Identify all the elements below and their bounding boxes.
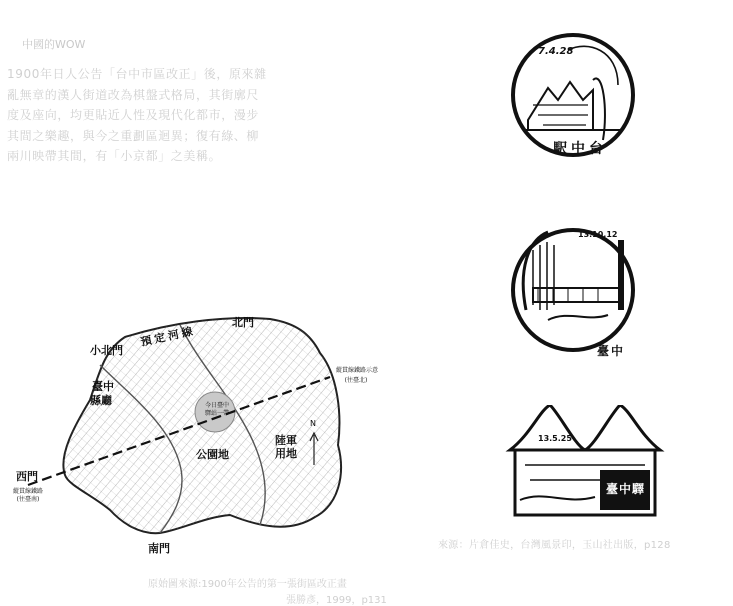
page-header: 中國的WOW — [22, 38, 86, 51]
map-label-park: 公園地 — [196, 448, 229, 461]
stamp-1-date: 7.4.28 — [538, 46, 574, 57]
map-label-small-north-gate: 小北門 — [90, 344, 123, 357]
stamp-2-date: 13.10.12 — [578, 230, 618, 239]
city-map — [20, 305, 380, 565]
map-label-railway-south: (往臺南) — [16, 496, 40, 503]
map-label-county-office-1: 臺中 — [92, 380, 114, 393]
map-caption-line2: 張勝彥，1999，p131 — [286, 595, 387, 606]
map-label-station: 今日臺中驛站一帶 — [204, 402, 229, 417]
compass-n-label: N — [310, 419, 316, 428]
map-label-railway-left: 縱貫線鐵路 — [12, 488, 43, 495]
map-label-railway-plan: 縱貫線鐵路示意 — [335, 367, 378, 374]
map-label-military-1: 陸軍 — [275, 434, 297, 447]
map-label-north-gate: 北門 — [232, 316, 254, 329]
stamp-2 — [508, 210, 638, 360]
map-label-west-gate: 西門 — [16, 470, 38, 483]
intro-paragraph: 1900年日人公告「台中市區改正」後，原來雜亂無章的漢人街道改為棋盤式格局，其街廓尺度及座向，均更貼近人性及現代化都市，漫步其間之樂趣，與今之重劃區迴異；復有綠、柳兩川映帶其間，有「小京都」之美稱。 — [7, 67, 267, 163]
map-label-south-gate: 南門 — [148, 542, 170, 555]
stamp-3-text: 臺中驛 — [606, 482, 646, 496]
stamp-2-text: 臺中 — [597, 344, 626, 358]
map-label-military-2: 用地 — [275, 447, 297, 460]
map-label-planned-canal: 預定河線 — [139, 324, 197, 349]
stamp-3 — [505, 405, 665, 520]
stamp-1-text: 駅中台 — [553, 141, 607, 157]
map-caption-line1: 原始圖來源:1900年公告的第一張街區改正畫 — [148, 579, 347, 590]
map-label-county-office-2: 縣廳 — [90, 394, 112, 407]
map-label-railway-north: (往臺北) — [344, 377, 368, 384]
stamps-caption: 來源：片倉佳史，台灣風景印，玉山社出版，p128 — [438, 540, 671, 551]
stamp-3-date: 13.5.25 — [538, 434, 572, 443]
